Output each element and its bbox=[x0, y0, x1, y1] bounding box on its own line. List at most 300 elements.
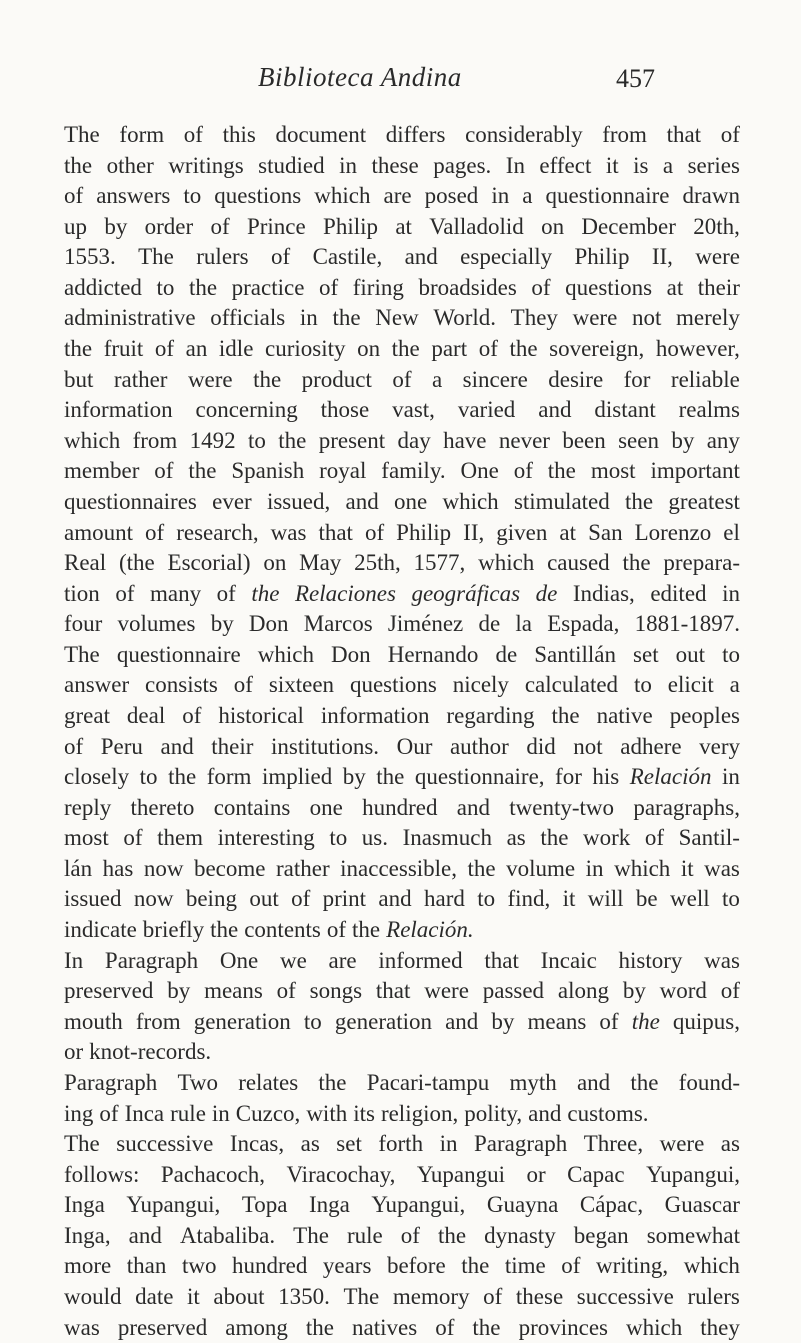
word: concerning bbox=[195, 397, 298, 423]
text-line bbox=[64, 1099, 740, 1130]
word: of bbox=[183, 122, 203, 147]
word: Jiménez bbox=[387, 611, 464, 637]
word: addicted bbox=[64, 274, 142, 300]
word: date bbox=[135, 1283, 174, 1309]
word: the bbox=[376, 764, 405, 790]
word: questionnaires bbox=[64, 488, 197, 514]
word: New bbox=[375, 305, 419, 331]
word: of bbox=[392, 366, 412, 392]
word: author bbox=[449, 733, 509, 759]
word: work bbox=[583, 825, 631, 851]
word: by bbox=[342, 764, 366, 790]
word: royal bbox=[319, 458, 367, 484]
word: Prince bbox=[246, 213, 306, 239]
word: great bbox=[64, 702, 110, 728]
word: which bbox=[64, 427, 121, 453]
word: by bbox=[491, 1008, 515, 1034]
word: history bbox=[618, 947, 683, 973]
word: of bbox=[435, 1314, 455, 1340]
word: thereto bbox=[130, 794, 195, 820]
text-line bbox=[64, 242, 740, 273]
text-line bbox=[64, 1313, 740, 1343]
word: sixteen bbox=[268, 672, 335, 698]
word: in bbox=[722, 580, 740, 606]
word: contains bbox=[213, 794, 291, 820]
word: of bbox=[99, 1100, 119, 1126]
word: been bbox=[562, 427, 606, 453]
word: Cuzco, bbox=[235, 1100, 301, 1126]
word: reliable bbox=[670, 366, 740, 392]
word: rulers bbox=[196, 244, 249, 270]
word: be bbox=[635, 886, 658, 912]
word: regarding bbox=[446, 702, 535, 728]
word: these bbox=[371, 152, 419, 178]
word: the bbox=[630, 1069, 659, 1095]
word: forth bbox=[378, 1131, 424, 1157]
word: de bbox=[495, 641, 518, 667]
text-line bbox=[64, 1007, 740, 1038]
text-line bbox=[64, 273, 740, 304]
text-line bbox=[64, 426, 740, 457]
word: we bbox=[279, 947, 307, 973]
word: now bbox=[143, 855, 184, 881]
text-line bbox=[64, 884, 740, 915]
word: most bbox=[64, 825, 109, 851]
word: in bbox=[585, 855, 604, 881]
word: on bbox=[357, 336, 381, 362]
word: rather bbox=[113, 366, 168, 392]
word: any bbox=[706, 427, 740, 453]
word: one bbox=[309, 794, 343, 820]
word: twenty-two bbox=[509, 794, 615, 820]
word: present bbox=[318, 427, 386, 453]
text-line bbox=[64, 762, 740, 793]
word: a bbox=[662, 152, 674, 178]
word: generation bbox=[193, 1008, 291, 1034]
word: information bbox=[64, 397, 173, 423]
word: print bbox=[322, 886, 367, 912]
word: the bbox=[332, 305, 361, 331]
word: follows: bbox=[64, 1161, 140, 1187]
word: hard bbox=[423, 886, 465, 912]
word: idle bbox=[218, 336, 254, 362]
word: Three, bbox=[583, 1131, 644, 1157]
word: and bbox=[528, 1100, 562, 1126]
word: paragraphs, bbox=[633, 794, 740, 820]
word: varied bbox=[457, 397, 516, 423]
word: for bbox=[555, 764, 582, 790]
word: a bbox=[431, 366, 443, 392]
word: the bbox=[210, 917, 239, 943]
text-line bbox=[64, 946, 740, 977]
word: Paragraph bbox=[473, 1131, 568, 1157]
word: the bbox=[305, 1314, 334, 1340]
word: They bbox=[510, 305, 558, 331]
word: the bbox=[467, 855, 496, 881]
word: Incaic bbox=[540, 947, 597, 973]
word: of bbox=[145, 519, 165, 545]
word: hundred bbox=[362, 794, 438, 820]
word: to bbox=[303, 1008, 322, 1034]
word: Cápac, bbox=[579, 1192, 644, 1218]
word: One bbox=[460, 458, 499, 484]
word: the bbox=[188, 274, 218, 300]
word: lán bbox=[64, 855, 93, 881]
word: a bbox=[729, 672, 740, 698]
word: to bbox=[722, 641, 740, 667]
word: stimulated bbox=[513, 488, 610, 514]
word: curiosity bbox=[265, 336, 346, 362]
word: by bbox=[210, 611, 234, 637]
word: II, bbox=[463, 519, 485, 545]
word: rather bbox=[275, 855, 330, 881]
word: of bbox=[561, 1253, 581, 1279]
word: quipus, bbox=[672, 1008, 740, 1034]
word: which bbox=[626, 1314, 683, 1340]
word: deal bbox=[126, 702, 166, 728]
word: of bbox=[599, 1008, 619, 1034]
word: Inca bbox=[124, 1100, 165, 1126]
word: rulers bbox=[687, 1283, 740, 1309]
word: and bbox=[378, 886, 412, 912]
word: desire bbox=[548, 366, 604, 392]
word: firing bbox=[352, 274, 404, 300]
word: Incas, bbox=[229, 1131, 285, 1157]
word: Hernando bbox=[387, 641, 479, 667]
word: in bbox=[722, 764, 740, 790]
word: and bbox=[576, 1069, 611, 1095]
word: of bbox=[478, 336, 498, 362]
word: myth bbox=[509, 1069, 557, 1095]
word: successive bbox=[116, 1131, 214, 1157]
text-line bbox=[64, 854, 740, 885]
word: II, bbox=[651, 244, 673, 270]
word: amount bbox=[64, 519, 133, 545]
word: in bbox=[439, 1131, 458, 1157]
word: Inga bbox=[64, 1192, 105, 1218]
word: the bbox=[461, 1253, 490, 1279]
word: Inga bbox=[309, 1192, 350, 1218]
word: somewhat bbox=[646, 1222, 740, 1248]
word: The bbox=[64, 641, 100, 667]
text-line bbox=[64, 395, 740, 426]
word: 25th, bbox=[354, 550, 401, 576]
word: at bbox=[395, 213, 412, 239]
text-line bbox=[64, 487, 740, 518]
word: its bbox=[353, 1100, 375, 1126]
word: vast, bbox=[392, 397, 435, 423]
word: found- bbox=[678, 1069, 740, 1095]
text-line bbox=[64, 548, 740, 579]
word: these bbox=[515, 1283, 564, 1309]
word: and bbox=[404, 244, 438, 270]
word: by bbox=[622, 978, 646, 1004]
word: relates bbox=[238, 1069, 299, 1095]
word: volume bbox=[506, 855, 576, 881]
text-line bbox=[64, 518, 740, 549]
word: of bbox=[291, 886, 311, 912]
word: knot-records. bbox=[89, 1039, 212, 1065]
text-line bbox=[64, 915, 740, 946]
word: the bbox=[437, 1222, 467, 1248]
text-line bbox=[64, 303, 740, 334]
word: Philip bbox=[323, 213, 378, 239]
word: form bbox=[119, 122, 165, 147]
word: of bbox=[216, 580, 236, 606]
word: however, bbox=[655, 336, 740, 362]
word: hundred bbox=[231, 1253, 308, 1279]
word: Relaciones bbox=[295, 580, 396, 606]
body-text bbox=[64, 120, 740, 1343]
word: Don bbox=[331, 641, 371, 667]
word: ever bbox=[212, 488, 252, 514]
word: most bbox=[590, 458, 636, 484]
word: other bbox=[106, 152, 154, 178]
word: drawn bbox=[682, 183, 740, 209]
word: not bbox=[573, 733, 603, 759]
word: questions bbox=[565, 274, 653, 300]
word: in bbox=[211, 1100, 230, 1126]
word: 1350. bbox=[278, 1283, 330, 1309]
word: implied bbox=[261, 764, 333, 790]
word: answers bbox=[96, 183, 171, 209]
word: will bbox=[587, 886, 624, 912]
word: as bbox=[300, 1131, 320, 1157]
word: In bbox=[64, 947, 84, 973]
word: 20th, bbox=[693, 213, 740, 239]
word: calculated bbox=[524, 672, 619, 698]
word: Paragraph bbox=[104, 947, 199, 973]
word: Inasmuch bbox=[402, 825, 492, 851]
word: The bbox=[293, 1222, 329, 1248]
word: their bbox=[697, 274, 740, 300]
word: issued bbox=[64, 886, 122, 912]
word: among bbox=[225, 1314, 288, 1340]
word: to bbox=[721, 886, 740, 912]
word: in bbox=[491, 183, 510, 209]
word: which bbox=[478, 550, 535, 576]
word: which bbox=[614, 855, 671, 881]
text-line bbox=[64, 334, 740, 365]
word: fruit bbox=[103, 336, 144, 362]
text-line bbox=[64, 1037, 740, 1068]
word: memory bbox=[392, 1283, 470, 1309]
word: to bbox=[139, 764, 158, 790]
word: Capac bbox=[567, 1161, 625, 1187]
word: nicely bbox=[452, 672, 509, 698]
word: of bbox=[271, 244, 291, 270]
word: means bbox=[527, 1008, 587, 1034]
word: the bbox=[551, 702, 580, 728]
word: Guayna bbox=[486, 1192, 559, 1218]
word: dynasty bbox=[484, 1222, 556, 1248]
word: than bbox=[126, 1253, 167, 1279]
text-line bbox=[64, 579, 740, 610]
word: Yupangui, bbox=[371, 1192, 466, 1218]
word: it bbox=[605, 152, 619, 178]
text-line bbox=[64, 456, 740, 487]
word: did bbox=[526, 733, 556, 759]
word: become bbox=[193, 855, 266, 881]
word: volumes bbox=[117, 611, 196, 637]
text-line bbox=[64, 793, 740, 824]
word: information bbox=[320, 702, 430, 728]
word: important bbox=[650, 458, 740, 484]
word: Santillán bbox=[534, 641, 616, 667]
word: differs bbox=[385, 122, 446, 147]
word: on bbox=[263, 550, 287, 576]
word: us. bbox=[361, 825, 388, 851]
word: writings bbox=[168, 152, 244, 178]
word: The bbox=[138, 244, 174, 270]
word: Castile, bbox=[312, 244, 383, 270]
word: San bbox=[588, 519, 623, 545]
word: la bbox=[515, 611, 532, 637]
word: inaccessible, bbox=[340, 855, 458, 881]
word: passed bbox=[482, 978, 545, 1004]
text-line bbox=[64, 120, 740, 151]
word: contents bbox=[244, 917, 321, 943]
page-number: 457 bbox=[616, 64, 655, 93]
word: adhere bbox=[620, 733, 682, 759]
word: Marcos bbox=[303, 611, 373, 637]
word: of bbox=[326, 917, 347, 943]
word: to bbox=[477, 886, 496, 912]
word: prepara- bbox=[663, 550, 740, 576]
word: along bbox=[557, 978, 609, 1004]
word: Peru bbox=[100, 733, 143, 759]
word: writing, bbox=[595, 1253, 669, 1279]
word: 1553. bbox=[64, 244, 116, 270]
word: Santil- bbox=[678, 825, 740, 851]
word: was bbox=[270, 519, 307, 545]
word: broadsides bbox=[418, 274, 517, 300]
word: to bbox=[329, 825, 348, 851]
text-line bbox=[64, 1221, 740, 1252]
word: merely bbox=[676, 305, 740, 331]
word: were bbox=[187, 366, 233, 392]
word: of bbox=[276, 978, 296, 1004]
word: his bbox=[592, 764, 620, 790]
word: of bbox=[64, 733, 84, 759]
word: was bbox=[704, 947, 740, 973]
word: customs. bbox=[567, 1100, 649, 1126]
word: at bbox=[666, 274, 684, 300]
word: are bbox=[328, 947, 357, 973]
word: with bbox=[306, 1100, 348, 1126]
word: which bbox=[314, 183, 371, 209]
word: was bbox=[64, 1314, 100, 1340]
word: the bbox=[64, 152, 93, 178]
word: elicit bbox=[667, 672, 714, 698]
text-line bbox=[64, 609, 740, 640]
word: that bbox=[666, 122, 702, 147]
word: The bbox=[64, 1131, 100, 1157]
word: which bbox=[442, 488, 499, 514]
word: rule bbox=[170, 1100, 206, 1126]
word: from bbox=[132, 427, 178, 453]
word: effect bbox=[539, 152, 592, 178]
word: briefly bbox=[142, 917, 205, 943]
word: greatest bbox=[668, 488, 740, 514]
word: el bbox=[723, 519, 740, 545]
word: in bbox=[339, 152, 357, 178]
word: edited bbox=[650, 580, 707, 606]
running-title: Biblioteca Andina bbox=[258, 62, 462, 92]
word: Philip bbox=[574, 244, 630, 270]
word: it bbox=[680, 855, 694, 881]
word: a bbox=[522, 183, 533, 209]
word: up bbox=[64, 213, 87, 239]
word: research, bbox=[176, 519, 259, 545]
word: provinces bbox=[518, 1314, 608, 1340]
text-line bbox=[64, 732, 740, 763]
word: and bbox=[445, 1008, 479, 1034]
word: Philip bbox=[396, 519, 452, 545]
word: of bbox=[364, 519, 385, 545]
word: informed bbox=[378, 947, 463, 973]
word: as bbox=[720, 1131, 740, 1157]
word: institutions. bbox=[271, 733, 380, 759]
word: questionnaire, bbox=[414, 764, 545, 790]
word: Don bbox=[248, 611, 289, 637]
word: questions bbox=[214, 183, 302, 209]
text-line bbox=[64, 640, 740, 671]
word: of bbox=[154, 336, 175, 362]
word: Relación bbox=[629, 764, 712, 790]
word: Two bbox=[177, 1069, 218, 1095]
word: of bbox=[154, 458, 174, 484]
word: are bbox=[383, 183, 412, 209]
word: mouth bbox=[64, 1008, 123, 1034]
word: form bbox=[206, 764, 252, 790]
word: that bbox=[375, 978, 411, 1004]
text-line bbox=[64, 1129, 740, 1160]
word: on bbox=[541, 213, 565, 239]
word: as bbox=[506, 825, 526, 851]
word: the bbox=[625, 488, 654, 514]
word: caused bbox=[547, 550, 610, 576]
word: series bbox=[687, 152, 740, 178]
word: or bbox=[526, 1161, 546, 1187]
word: it bbox=[562, 886, 576, 912]
text-line bbox=[64, 823, 740, 854]
word: were bbox=[659, 1131, 705, 1157]
word: (the bbox=[118, 550, 155, 576]
text-line bbox=[64, 1160, 740, 1191]
word: the bbox=[278, 427, 307, 453]
word: indicate bbox=[64, 917, 137, 943]
word: the bbox=[251, 580, 280, 606]
word: 1577, bbox=[413, 550, 466, 576]
word: out bbox=[249, 886, 279, 912]
word: to bbox=[248, 427, 266, 453]
word: but bbox=[64, 366, 94, 392]
text-line bbox=[64, 365, 740, 396]
word: never bbox=[498, 427, 550, 453]
word: word bbox=[659, 978, 707, 1004]
word: Inga, bbox=[64, 1222, 111, 1248]
word: or bbox=[64, 1039, 84, 1065]
word: document bbox=[275, 122, 367, 147]
text-line bbox=[64, 151, 740, 182]
word: of bbox=[233, 672, 253, 698]
word: December bbox=[581, 213, 676, 239]
word: In bbox=[505, 152, 525, 178]
word: practice bbox=[231, 274, 305, 300]
word: successive bbox=[576, 1283, 674, 1309]
word: and bbox=[160, 733, 194, 759]
